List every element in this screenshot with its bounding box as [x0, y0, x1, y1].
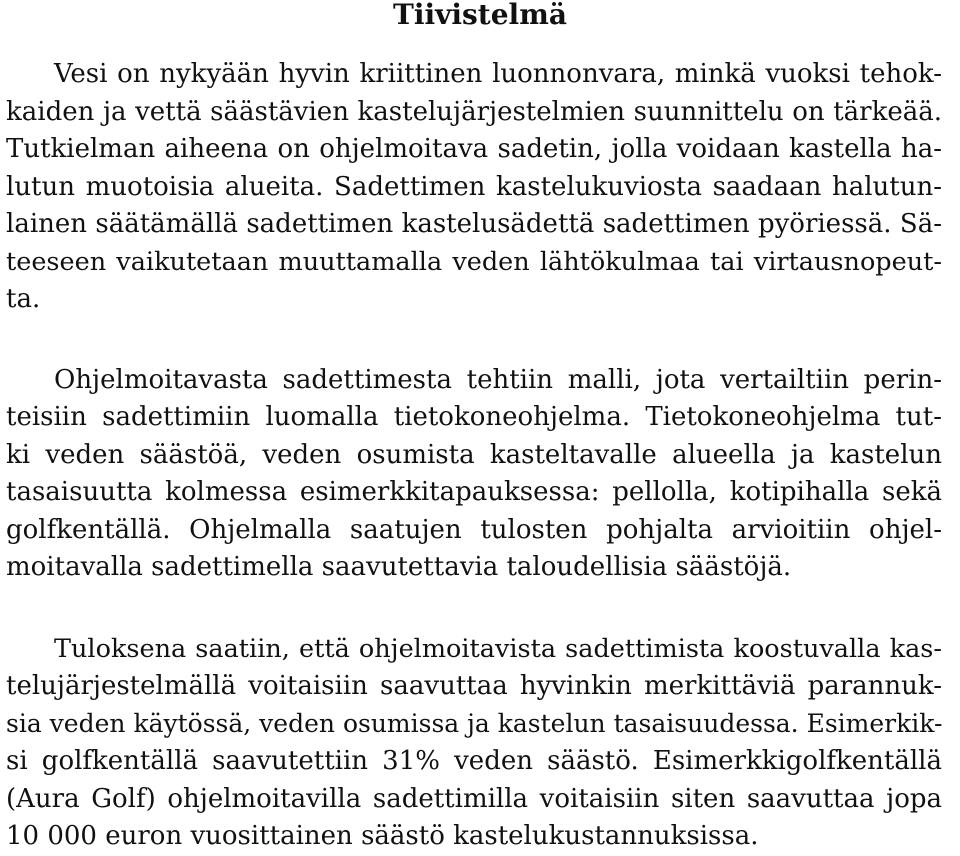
paragraph-line: 10 000 euron vuosittainen säästö kastelukustannuksissa. — [6, 821, 759, 851]
paragraph-line: kaiden ja vettä säästävien kastelujärjestelmien suunnittelu on tärkeää. — [6, 97, 942, 127]
paragraph-line: Vesi on nykyään hyvin kriittinen luonnonvara, minkä vuoksi tehok- — [54, 59, 942, 89]
paragraph-line: moitavalla sadettimella saavutettavia taloudellisia säästöjä. — [6, 552, 792, 582]
page-title: Tiivistelmä — [393, 0, 567, 31]
paragraph-line: sia veden käytössä, veden osumissa ja kastelun tasaisuudessa. Esimerkik- — [6, 709, 943, 738]
paragraph-line: (Aura Golf) ohjelmoitavilla sadettimilla voitaisiin siten saavuttaa jopa — [6, 784, 942, 814]
paragraph-line: Tutkielman aiheena on ohjelmoitava sadetin, jolla voidaan kastella ha- — [6, 134, 942, 164]
paragraph-line: Ohjelmoitavasta sadettimesta tehtiin malli, jota vertailtiin perin- — [54, 365, 942, 395]
paragraph-line: lainen säätämällä sadettimen kastelusädettä sadettimen pyöriessä. Sä- — [6, 209, 942, 239]
paragraph-line: teeseen vaikutetaan muuttamalla veden lähtökulmaa tai virtausnopeut- — [6, 247, 942, 277]
paragraph-line: si golfkentällä saavutettiin 31% veden säästö. Esimerkkigolfkentällä — [6, 746, 942, 776]
paragraph-line: lutun muotoisia alueita. Sadettimen kastelukuviosta saadaan halutun- — [6, 172, 942, 202]
paragraph-line: Tuloksena saatiin, että ohjelmoitavista sadettimista koostuvalla kas- — [54, 634, 942, 664]
paragraph-line: ta. — [6, 284, 41, 314]
paragraph-line: ki veden säästöä, veden osumista kasteltavalle alueella ja kastelun — [6, 440, 942, 470]
paragraph-line: teisiin sadettimiin luomalla tietokoneohjelma. Tietokoneohjelma tut- — [6, 402, 942, 432]
paragraph-line: tasaisuutta kolmessa esimerkkitapauksessa: pellolla, kotipihalla sekä — [6, 477, 942, 507]
paragraph-line: telujärjestelmällä voitaisiin saavuttaa hyvinkin merkittäviä parannuk- — [6, 671, 942, 701]
paragraph-line: golfkentällä. Ohjelmalla saatujen tulosten pohjalta arvioitiin ohjel- — [6, 515, 942, 545]
